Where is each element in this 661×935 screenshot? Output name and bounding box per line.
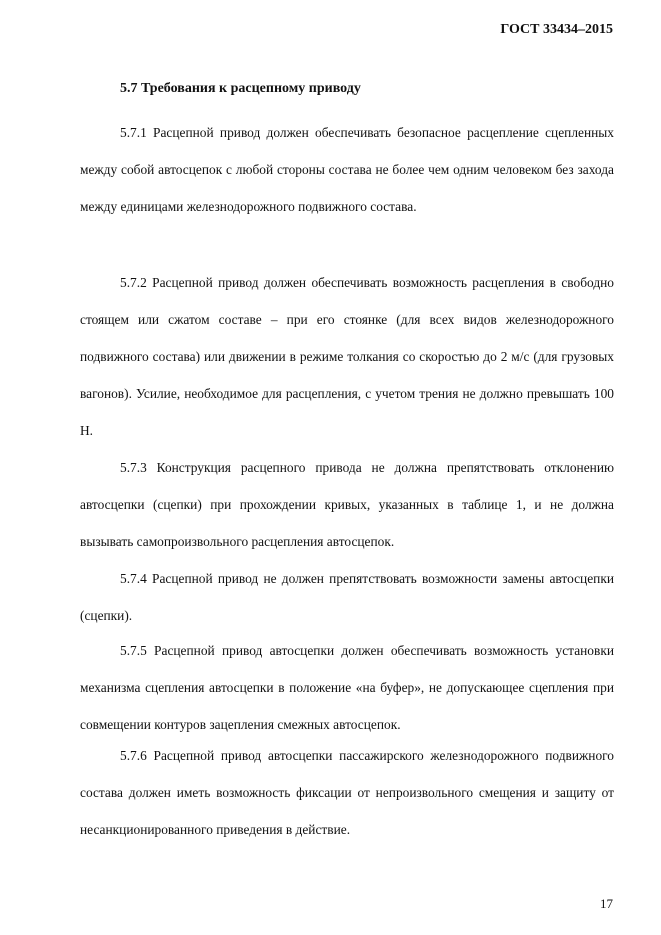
page-number: 17	[600, 896, 613, 911]
paragraph-5-7-2: 5.7.2 Расцепной привод должен обеспечивать возможность расцепления в свободно стоящем или сжатом составе – при его стоянке (для всех видов железнодорожного подвижного состава) или движении в режиме толкания со скоростью до 2 м/с (для грузовых вагонов). Усилие, необходимое для расцепления, с учетом трения не должно превышать 100 Н.	[80, 275, 614, 438]
paragraph-5-7-5: 5.7.5 Расцепной привод автосцепки должен обеспечивать возможность установки механизма сцепления автосцепки в положение «на буфер», не допускающее сцепления при совмещении контуров зацепления смежных автосцепок.	[80, 643, 614, 732]
paragraph-5-7-1: 5.7.1 Расцепной привод должен обеспечивать безопасное расцепление сцепленных между собой автосцепок с любой стороны состава не более чем одним человеком без захода между единицами железнодорожного подвижного состава.	[80, 125, 614, 214]
paragraph-5-7-6: 5.7.6 Расцепной привод автосцепки пассажирского железнодорожного подвижного состава должен иметь возможность фиксации от непроизвольного смещения и защиту от несанкционированного приведения в действие.	[80, 748, 614, 837]
paragraph-5-7-3: 5.7.3 Конструкция расцепного привода не должна препятствовать отклонению автосцепки (сцепки) при прохождении кривых, указанных в таблице 1, и не должна вызывать самопроизвольного расцепления автосцепок.	[80, 460, 614, 549]
document-header: ГОСТ 33434–2015	[500, 22, 613, 37]
section-title: 5.7 Требования к расцепному приводу	[120, 81, 361, 96]
paragraph-5-7-4: 5.7.4 Расцепной привод не должен препятствовать возможности замены автосцепки (сцепки).	[80, 571, 614, 623]
